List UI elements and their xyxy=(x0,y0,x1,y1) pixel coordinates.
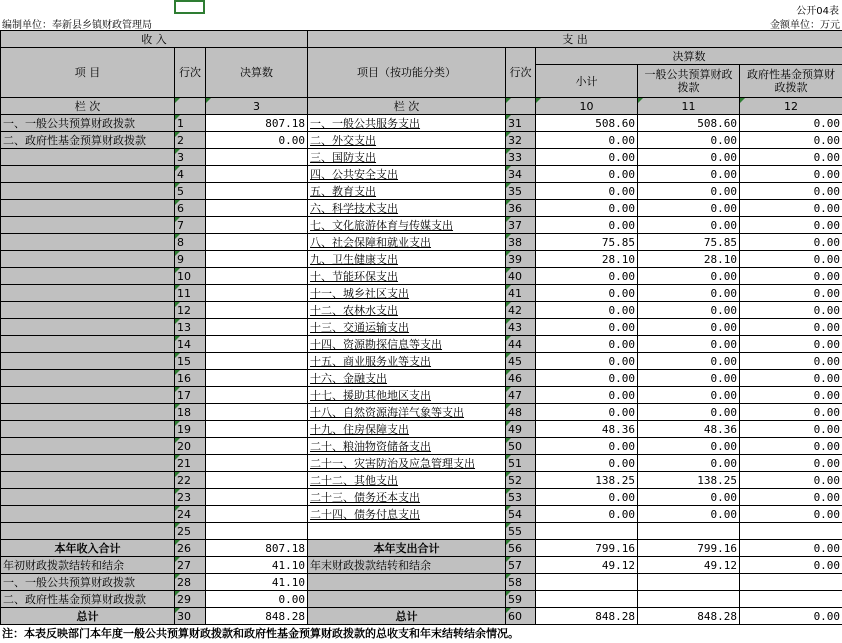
general-budget-cell[interactable]: 138.25 xyxy=(638,472,740,489)
table-row xyxy=(1,302,842,319)
income-amount-cell[interactable] xyxy=(206,438,308,455)
income-line-no-cell[interactable]: 16 xyxy=(175,370,206,387)
income-line-no-cell[interactable]: 24 xyxy=(175,506,206,523)
total-subtotal-cell[interactable]: 799.16 xyxy=(536,540,638,557)
table-row xyxy=(1,115,842,132)
total-subtotal-cell[interactable] xyxy=(536,574,638,591)
expense-item-cell[interactable] xyxy=(308,523,506,540)
income-line-no-cell[interactable]: 18 xyxy=(175,404,206,421)
subtotal-cell[interactable]: 0.00 xyxy=(536,353,638,370)
income-line-no-cell[interactable]: 25 xyxy=(175,523,206,540)
expense-line-no-cell[interactable]: 32 xyxy=(506,132,536,149)
expense-item-cell[interactable]: 十三、交通运输支出 xyxy=(308,319,506,336)
general-budget-cell[interactable]: 0.00 xyxy=(638,285,740,302)
general-budget-cell[interactable]: 0.00 xyxy=(638,438,740,455)
total-expense-line-no-cell[interactable]: 57 xyxy=(506,557,536,574)
gov-fund-cell[interactable]: 0.00 xyxy=(740,472,842,489)
general-budget-cell[interactable]: 508.60 xyxy=(638,115,740,132)
total-expense-item-cell[interactable]: 总计 xyxy=(308,608,506,625)
total-income-line-no-cell[interactable]: 28 xyxy=(175,574,206,591)
income-amount-cell[interactable]: 0.00 xyxy=(206,132,308,149)
gov-fund-cell[interactable]: 0.00 xyxy=(740,319,842,336)
subtotal-cell[interactable]: 0.00 xyxy=(536,132,638,149)
income-amount-cell[interactable] xyxy=(206,183,308,200)
budget-table xyxy=(0,30,842,625)
gov-fund-cell[interactable]: 0.00 xyxy=(740,455,842,472)
footnote: 注：本表反映部门本年度一般公共预算财政拨款和政府性基金预算财政拨款的总收支和年末结转结余情况。 xyxy=(2,627,519,640)
table-row xyxy=(1,387,842,404)
table-row xyxy=(1,200,842,217)
subtotal-cell[interactable]: 0.00 xyxy=(536,302,638,319)
table-row xyxy=(1,132,842,149)
expense-line-no-cell[interactable]: 38 xyxy=(506,234,536,251)
table-row xyxy=(1,149,842,166)
income-line-no-cell[interactable]: 7 xyxy=(175,217,206,234)
subtotal-cell[interactable]: 0.00 xyxy=(536,183,638,200)
selected-cell[interactable] xyxy=(174,0,205,14)
subtotal-cell[interactable]: 0.00 xyxy=(536,455,638,472)
total-income-item-cell[interactable]: 一、一般公共预算财政拨款 xyxy=(1,574,175,591)
expense-line-no-cell[interactable]: 45 xyxy=(506,353,536,370)
table-row xyxy=(1,217,842,234)
income-amount-cell[interactable] xyxy=(206,268,308,285)
gov-fund-label: 政府性基金预算财政拨款 xyxy=(747,68,836,94)
income-amount-cell[interactable] xyxy=(206,166,308,183)
expense-item-cell[interactable]: 七、文化旅游体育与传媒支出 xyxy=(308,217,506,234)
income-item-cell[interactable] xyxy=(1,149,175,166)
income-line-no-cell[interactable]: 10 xyxy=(175,268,206,285)
income-item-cell[interactable] xyxy=(1,353,175,370)
column-label-right: 栏 次 xyxy=(308,98,506,115)
total-general-budget-cell[interactable]: 848.28 xyxy=(638,608,740,625)
income-item-cell[interactable] xyxy=(1,387,175,404)
total-income-amount-cell[interactable]: 0.00 xyxy=(206,591,308,608)
expense-line-no-cell[interactable]: 31 xyxy=(506,115,536,132)
total-row xyxy=(1,608,842,625)
income-amount-cell[interactable] xyxy=(206,285,308,302)
table-row xyxy=(1,285,842,302)
total-expense-item-cell[interactable]: 年末财政拨款结转和结余 xyxy=(308,557,506,574)
subtotal-cell[interactable]: 508.60 xyxy=(536,115,638,132)
total-expense-line-no-cell[interactable]: 58 xyxy=(506,574,536,591)
expense-line-no-cell[interactable]: 36 xyxy=(506,200,536,217)
expense-item-cell[interactable]: 二十一、灾害防治及应急管理支出 xyxy=(308,455,506,472)
expense-line-no-cell[interactable]: 47 xyxy=(506,387,536,404)
general-budget-cell[interactable]: 0.00 xyxy=(638,506,740,523)
gov-fund-cell[interactable]: 0.00 xyxy=(740,268,842,285)
total-row xyxy=(1,574,842,591)
income-line-no-cell[interactable]: 21 xyxy=(175,455,206,472)
table-row xyxy=(1,268,842,285)
table-row xyxy=(1,523,842,540)
subtotal-cell[interactable]: 48.36 xyxy=(536,421,638,438)
general-budget-cell[interactable]: 0.00 xyxy=(638,370,740,387)
total-general-budget-cell[interactable]: 49.12 xyxy=(638,557,740,574)
general-budget-cell[interactable]: 75.85 xyxy=(638,234,740,251)
general-budget-cell[interactable]: 0.00 xyxy=(638,387,740,404)
unit-row xyxy=(2,16,840,29)
expense-item-cell[interactable]: 十七、援助其他地区支出 xyxy=(308,387,506,404)
general-budget-cell[interactable]: 0.00 xyxy=(638,268,740,285)
income-amount-cell[interactable] xyxy=(206,200,308,217)
expense-line-no-cell[interactable]: 33 xyxy=(506,149,536,166)
expense-line-no-cell[interactable]: 48 xyxy=(506,404,536,421)
column-blank-2 xyxy=(506,98,536,115)
form-code: 公开04表 xyxy=(796,6,839,17)
income-amount-cell[interactable]: 807.18 xyxy=(206,115,308,132)
subtotal-cell[interactable]: 138.25 xyxy=(536,472,638,489)
total-gov-fund-cell[interactable]: 0.00 xyxy=(740,540,842,557)
expense-line-no-cell[interactable]: 55 xyxy=(506,523,536,540)
income-line-no-cell[interactable]: 17 xyxy=(175,387,206,404)
income-item-cell[interactable] xyxy=(1,302,175,319)
general-budget-cell[interactable]: 28.10 xyxy=(638,251,740,268)
expense-line-no-cell[interactable]: 39 xyxy=(506,251,536,268)
expense-item-cell[interactable]: 十二、农林水支出 xyxy=(308,302,506,319)
table-row xyxy=(1,234,842,251)
column-blank xyxy=(175,98,206,115)
gov-fund-cell[interactable]: 0.00 xyxy=(740,251,842,268)
income-line-no-cell[interactable]: 14 xyxy=(175,336,206,353)
subtotal-cell[interactable] xyxy=(536,523,638,540)
item-func-header: 项目（按功能分类） xyxy=(308,48,506,98)
expense-line-no-cell[interactable]: 35 xyxy=(506,183,536,200)
table-row xyxy=(1,506,842,523)
income-line-no-cell[interactable]: 20 xyxy=(175,438,206,455)
income-item-cell[interactable]: 二、政府性基金预算财政拨款 xyxy=(1,132,175,149)
total-income-item-cell[interactable]: 总计 xyxy=(1,608,175,625)
income-item-cell[interactable] xyxy=(1,268,175,285)
gov-fund-cell[interactable]: 0.00 xyxy=(740,336,842,353)
income-line-no-cell[interactable]: 19 xyxy=(175,421,206,438)
income-item-cell[interactable] xyxy=(1,183,175,200)
expense-item-cell[interactable]: 十一、城乡社区支出 xyxy=(308,285,506,302)
subtotal-cell[interactable]: 0.00 xyxy=(536,166,638,183)
table-row xyxy=(1,183,842,200)
amount-unit: 金额单位：万元 xyxy=(770,20,840,31)
gov-fund-cell[interactable]: 0.00 xyxy=(740,200,842,217)
subtotal-cell[interactable]: 0.00 xyxy=(536,149,638,166)
income-line-no-cell[interactable]: 5 xyxy=(175,183,206,200)
total-expense-item-cell[interactable] xyxy=(308,591,506,608)
expense-item-cell[interactable]: 十六、金融支出 xyxy=(308,370,506,387)
subtotal-cell[interactable]: 0.00 xyxy=(536,370,638,387)
total-income-item-cell[interactable]: 年初财政拨款结转和结余 xyxy=(1,557,175,574)
income-item-cell[interactable] xyxy=(1,200,175,217)
gov-fund-cell[interactable]: 0.00 xyxy=(740,285,842,302)
income-amount-cell[interactable] xyxy=(206,506,308,523)
expense-line-no-cell[interactable]: 43 xyxy=(506,319,536,336)
income-amount-cell[interactable] xyxy=(206,353,308,370)
general-budget-label: 一般公共预算财政拨款 xyxy=(644,68,733,94)
general-budget-cell[interactable]: 0.00 xyxy=(638,455,740,472)
expense-header: 支 出 xyxy=(308,31,842,48)
income-item-cell[interactable] xyxy=(1,285,175,302)
income-amount-cell[interactable] xyxy=(206,387,308,404)
income-amount-cell[interactable] xyxy=(206,370,308,387)
income-item-cell[interactable] xyxy=(1,438,175,455)
subtotal-header: 小计 xyxy=(536,65,638,98)
total-gov-fund-cell[interactable]: 0.00 xyxy=(740,557,842,574)
expense-line-no-cell[interactable]: 37 xyxy=(506,217,536,234)
general-budget-cell[interactable]: 0.00 xyxy=(638,166,740,183)
expense-item-cell[interactable]: 九、卫生健康支出 xyxy=(308,251,506,268)
expense-line-no-cell[interactable]: 41 xyxy=(506,285,536,302)
table-row xyxy=(1,472,842,489)
total-income-amount-cell[interactable]: 41.10 xyxy=(206,574,308,591)
expense-item-cell[interactable]: 十四、资源勘探信息等支出 xyxy=(308,336,506,353)
final-amount-header: 决算数 xyxy=(536,48,842,65)
total-row xyxy=(1,557,842,574)
subtotal-cell[interactable]: 0.00 xyxy=(536,319,638,336)
expense-item-cell[interactable]: 十五、商业服务业等支出 xyxy=(308,353,506,370)
income-line-no-cell[interactable]: 15 xyxy=(175,353,206,370)
table-row xyxy=(1,336,842,353)
total-gov-fund-cell[interactable] xyxy=(740,591,842,608)
expense-item-cell[interactable]: 六、科学技术支出 xyxy=(308,200,506,217)
table-row xyxy=(1,455,842,472)
income-amount-cell[interactable] xyxy=(206,472,308,489)
subtotal-cell[interactable]: 75.85 xyxy=(536,234,638,251)
expense-line-no-cell[interactable]: 46 xyxy=(506,370,536,387)
income-item-cell[interactable] xyxy=(1,251,175,268)
subtotal-cell[interactable]: 0.00 xyxy=(536,285,638,302)
subtotal-cell[interactable]: 0.00 xyxy=(536,489,638,506)
income-header: 收 入 xyxy=(1,31,308,48)
expense-item-cell[interactable]: 二十四、债务付息支出 xyxy=(308,506,506,523)
line-no2-header: 行次 xyxy=(506,48,536,98)
income-item-cell[interactable] xyxy=(1,421,175,438)
item-header: 项 目 xyxy=(1,48,175,98)
expense-item-cell[interactable]: 四、公共安全支出 xyxy=(308,166,506,183)
total-row xyxy=(1,540,842,557)
income-item-cell[interactable] xyxy=(1,234,175,251)
gov-fund-cell[interactable]: 0.00 xyxy=(740,404,842,421)
general-budget-cell[interactable]: 0.00 xyxy=(638,404,740,421)
total-income-item-cell[interactable]: 二、政府性基金预算财政拨款 xyxy=(1,591,175,608)
income-amount-cell[interactable] xyxy=(206,404,308,421)
expense-line-no-cell[interactable]: 54 xyxy=(506,506,536,523)
total-subtotal-cell[interactable]: 49.12 xyxy=(536,557,638,574)
total-row xyxy=(1,591,842,608)
income-item-cell[interactable]: 一、一般公共预算财政拨款 xyxy=(1,115,175,132)
expense-line-no-cell[interactable]: 49 xyxy=(506,421,536,438)
table-row xyxy=(1,404,842,421)
total-income-amount-cell[interactable]: 41.10 xyxy=(206,557,308,574)
gov-fund-cell[interactable]: 0.00 xyxy=(740,217,842,234)
line-no-header: 行次 xyxy=(175,48,206,98)
total-income-item-cell[interactable]: 本年收入合计 xyxy=(1,540,175,557)
income-line-no-cell[interactable]: 9 xyxy=(175,251,206,268)
income-item-cell[interactable] xyxy=(1,523,175,540)
income-line-no-cell[interactable]: 6 xyxy=(175,200,206,217)
general-budget-header xyxy=(638,65,740,98)
expense-item-cell[interactable]: 二十、粮油物资储备支出 xyxy=(308,438,506,455)
total-subtotal-cell[interactable]: 848.28 xyxy=(536,608,638,625)
gov-fund-cell[interactable]: 0.00 xyxy=(740,302,842,319)
expense-line-no-cell[interactable]: 40 xyxy=(506,268,536,285)
gov-fund-cell[interactable]: 0.00 xyxy=(740,132,842,149)
expense-line-no-cell[interactable]: 52 xyxy=(506,472,536,489)
gov-fund-cell[interactable]: 0.00 xyxy=(740,149,842,166)
gov-fund-cell[interactable]: 0.00 xyxy=(740,489,842,506)
income-line-no-cell[interactable]: 8 xyxy=(175,234,206,251)
income-amount-cell[interactable] xyxy=(206,523,308,540)
general-budget-cell[interactable]: 0.00 xyxy=(638,132,740,149)
income-item-cell[interactable] xyxy=(1,319,175,336)
amount-header: 决算数 xyxy=(206,48,308,98)
income-item-cell[interactable] xyxy=(1,455,175,472)
table-row xyxy=(1,319,842,336)
expense-item-cell[interactable]: 十、节能环保支出 xyxy=(308,268,506,285)
table-row xyxy=(1,489,842,506)
total-subtotal-cell[interactable] xyxy=(536,591,638,608)
income-line-no-cell[interactable]: 22 xyxy=(175,472,206,489)
column-11: 11 xyxy=(638,98,740,115)
subtotal-cell[interactable]: 0.00 xyxy=(536,404,638,421)
expense-line-no-cell[interactable]: 50 xyxy=(506,438,536,455)
column-label-left: 栏 次 xyxy=(1,98,175,115)
table-row xyxy=(1,370,842,387)
gov-fund-cell[interactable]: 0.00 xyxy=(740,353,842,370)
total-gov-fund-cell[interactable] xyxy=(740,574,842,591)
subtotal-cell[interactable]: 0.00 xyxy=(536,336,638,353)
subtotal-cell[interactable]: 0.00 xyxy=(536,268,638,285)
expense-line-no-cell[interactable]: 53 xyxy=(506,489,536,506)
expense-item-cell[interactable]: 二十二、其他支出 xyxy=(308,472,506,489)
income-item-cell[interactable] xyxy=(1,472,175,489)
gov-fund-cell[interactable]: 0.00 xyxy=(740,370,842,387)
table-row xyxy=(1,251,842,268)
expense-item-cell[interactable]: 八、社会保障和就业支出 xyxy=(308,234,506,251)
income-amount-cell[interactable] xyxy=(206,302,308,319)
income-amount-cell[interactable] xyxy=(206,455,308,472)
income-amount-cell[interactable] xyxy=(206,489,308,506)
expense-item-cell[interactable]: 二、外交支出 xyxy=(308,132,506,149)
general-budget-cell[interactable]: 0.00 xyxy=(638,302,740,319)
expense-line-no-cell[interactable]: 44 xyxy=(506,336,536,353)
subtotal-cell[interactable]: 0.00 xyxy=(536,387,638,404)
income-line-no-cell[interactable]: 12 xyxy=(175,302,206,319)
gov-fund-cell[interactable]: 0.00 xyxy=(740,506,842,523)
expense-item-cell[interactable]: 三、国防支出 xyxy=(308,149,506,166)
income-item-cell[interactable] xyxy=(1,370,175,387)
expense-line-no-cell[interactable]: 34 xyxy=(506,166,536,183)
table-row xyxy=(1,353,842,370)
expense-line-no-cell[interactable]: 42 xyxy=(506,302,536,319)
gov-fund-cell[interactable]: 0.00 xyxy=(740,166,842,183)
compiling-unit: 编制单位：奉新县乡镇财政管理局 xyxy=(2,20,152,31)
income-amount-cell[interactable] xyxy=(206,149,308,166)
income-amount-cell[interactable] xyxy=(206,217,308,234)
column-3: 3 xyxy=(206,98,308,115)
expense-item-cell[interactable]: 一、一般公共服务支出 xyxy=(308,115,506,132)
general-budget-cell[interactable]: 0.00 xyxy=(638,353,740,370)
gov-fund-cell[interactable]: 0.00 xyxy=(740,115,842,132)
total-income-line-no-cell[interactable]: 29 xyxy=(175,591,206,608)
expense-item-cell[interactable]: 五、教育支出 xyxy=(308,183,506,200)
total-income-line-no-cell[interactable]: 27 xyxy=(175,557,206,574)
total-general-budget-cell[interactable] xyxy=(638,591,740,608)
gov-fund-header xyxy=(740,65,842,98)
total-income-amount-cell[interactable]: 807.18 xyxy=(206,540,308,557)
total-expense-line-no-cell[interactable]: 59 xyxy=(506,591,536,608)
income-line-no-cell[interactable]: 2 xyxy=(175,132,206,149)
general-budget-cell[interactable]: 0.00 xyxy=(638,336,740,353)
subtotal-cell[interactable]: 0.00 xyxy=(536,438,638,455)
income-line-no-cell[interactable]: 3 xyxy=(175,149,206,166)
subtotal-cell[interactable]: 0.00 xyxy=(536,217,638,234)
gov-fund-cell[interactable]: 0.00 xyxy=(740,183,842,200)
total-general-budget-cell[interactable] xyxy=(638,574,740,591)
general-budget-cell[interactable]: 0.00 xyxy=(638,489,740,506)
subtotal-cell[interactable]: 0.00 xyxy=(536,200,638,217)
column-12: 12 xyxy=(740,98,842,115)
expense-item-cell[interactable]: 二十三、债务还本支出 xyxy=(308,489,506,506)
total-expense-item-cell[interactable] xyxy=(308,574,506,591)
total-general-budget-cell[interactable]: 799.16 xyxy=(638,540,740,557)
subtotal-cell[interactable]: 0.00 xyxy=(536,506,638,523)
general-budget-cell[interactable]: 0.00 xyxy=(638,183,740,200)
general-budget-cell[interactable]: 0.00 xyxy=(638,200,740,217)
income-line-no-cell[interactable]: 13 xyxy=(175,319,206,336)
total-income-line-no-cell[interactable]: 30 xyxy=(175,608,206,625)
income-item-cell[interactable] xyxy=(1,489,175,506)
income-amount-cell[interactable] xyxy=(206,336,308,353)
gov-fund-cell[interactable] xyxy=(740,523,842,540)
income-line-no-cell[interactable]: 4 xyxy=(175,166,206,183)
general-budget-cell[interactable]: 0.00 xyxy=(638,217,740,234)
total-gov-fund-cell[interactable]: 0.00 xyxy=(740,608,842,625)
income-line-no-cell[interactable]: 11 xyxy=(175,285,206,302)
income-amount-cell[interactable] xyxy=(206,421,308,438)
table-row xyxy=(1,438,842,455)
income-amount-cell[interactable] xyxy=(206,251,308,268)
general-budget-cell[interactable]: 0.00 xyxy=(638,319,740,336)
general-budget-cell[interactable]: 48.36 xyxy=(638,421,740,438)
income-item-cell[interactable] xyxy=(1,336,175,353)
total-expense-line-no-cell[interactable]: 60 xyxy=(506,608,536,625)
income-item-cell[interactable] xyxy=(1,404,175,421)
general-budget-cell[interactable] xyxy=(638,523,740,540)
expense-item-cell[interactable]: 十九、住房保障支出 xyxy=(308,421,506,438)
income-item-cell[interactable] xyxy=(1,506,175,523)
expense-line-no-cell[interactable]: 51 xyxy=(506,455,536,472)
total-expense-item-cell[interactable]: 本年支出合计 xyxy=(308,540,506,557)
income-item-cell[interactable] xyxy=(1,217,175,234)
total-income-amount-cell[interactable]: 848.28 xyxy=(206,608,308,625)
income-item-cell[interactable] xyxy=(1,166,175,183)
gov-fund-cell[interactable]: 0.00 xyxy=(740,421,842,438)
income-amount-cell[interactable] xyxy=(206,234,308,251)
income-line-no-cell[interactable]: 1 xyxy=(175,115,206,132)
gov-fund-cell[interactable]: 0.00 xyxy=(740,387,842,404)
general-budget-cell[interactable]: 0.00 xyxy=(638,149,740,166)
table-row xyxy=(1,421,842,438)
expense-item-cell[interactable]: 十八、自然资源海洋气象等支出 xyxy=(308,404,506,421)
subtotal-cell[interactable]: 28.10 xyxy=(536,251,638,268)
gov-fund-cell[interactable]: 0.00 xyxy=(740,234,842,251)
column-10: 10 xyxy=(536,98,638,115)
income-amount-cell[interactable] xyxy=(206,319,308,336)
table-row xyxy=(1,166,842,183)
gov-fund-cell[interactable]: 0.00 xyxy=(740,438,842,455)
total-income-line-no-cell[interactable]: 26 xyxy=(175,540,206,557)
income-line-no-cell[interactable]: 23 xyxy=(175,489,206,506)
total-expense-line-no-cell[interactable]: 56 xyxy=(506,540,536,557)
